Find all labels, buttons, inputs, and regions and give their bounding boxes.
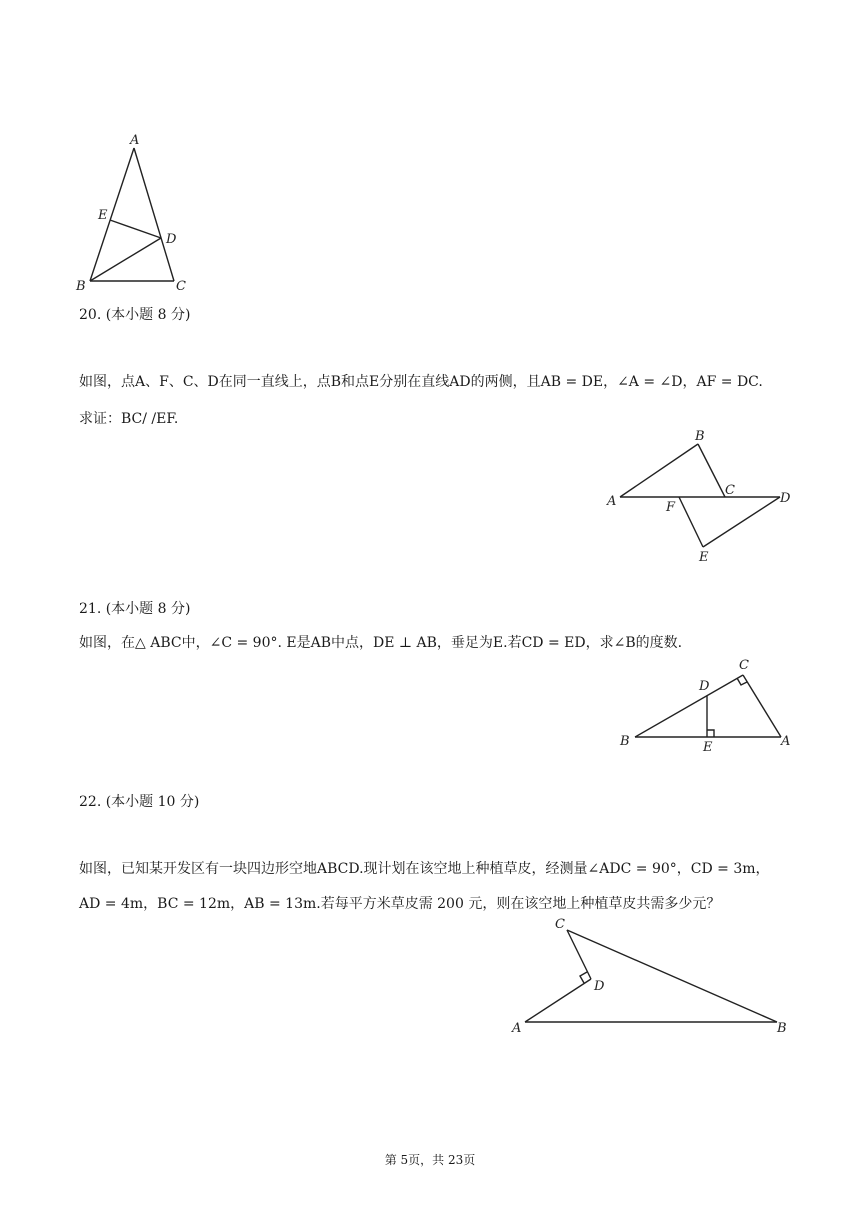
label-C: C (739, 658, 749, 673)
label-D: D (780, 491, 791, 506)
figure-q20 (600, 425, 800, 565)
label-B: B (777, 1021, 787, 1036)
q20-text-line1: 如图，点A、F、C、D在同一直线上，点B和点E分别在直线AD的两侧，且AB = DE，∠A = ∠D，AF = DC. (79, 374, 763, 390)
figure-q19-triangle (70, 130, 200, 300)
label-C: C (725, 483, 735, 498)
q20-header: 20. (本小题 8 分) (79, 307, 191, 323)
q22-text-line1: 如图，已知某开发区有一块四边形空地ABCD.现计划在该空地上种植草皮，经测量∠ADC = 90°，CD = 3m， (79, 861, 770, 877)
label-D: D (166, 232, 177, 247)
label-C: C (176, 279, 186, 294)
label-E: E (703, 740, 713, 755)
label-B: B (695, 429, 705, 444)
label-C: C (555, 917, 565, 932)
label-F: F (666, 500, 676, 515)
q21-text-line1: 如图，在△ ABC中，∠C = 90°. E是AB中点，DE ⊥ AB，垂足为E.若CD = ED，求∠B的度数. (79, 635, 683, 651)
label-A: A (512, 1021, 522, 1036)
label-D: D (699, 679, 710, 694)
label-D: D (594, 979, 605, 994)
figure-q21 (615, 655, 800, 755)
label-B: B (76, 279, 86, 294)
q22-header: 22. (本小题 10 分) (79, 794, 200, 810)
label-A: A (130, 133, 140, 148)
figure-q22 (505, 915, 795, 1040)
label-B: B (620, 734, 630, 749)
label-A: A (607, 494, 617, 509)
label-E: E (98, 208, 108, 223)
page-footer: 第 5页，共 23页 (384, 1153, 476, 1167)
label-E: E (699, 550, 709, 565)
label-A: A (781, 734, 791, 749)
q20-text-line2: 求证：BC/ /EF. (79, 411, 179, 427)
q21-header: 21. (本小题 8 分) (79, 601, 191, 617)
q22-text-line2: AD = 4m，BC = 12m，AB = 13m.若每平方米草皮需 200 元，则在该空地上种植草皮共需多少元？ (79, 896, 721, 912)
